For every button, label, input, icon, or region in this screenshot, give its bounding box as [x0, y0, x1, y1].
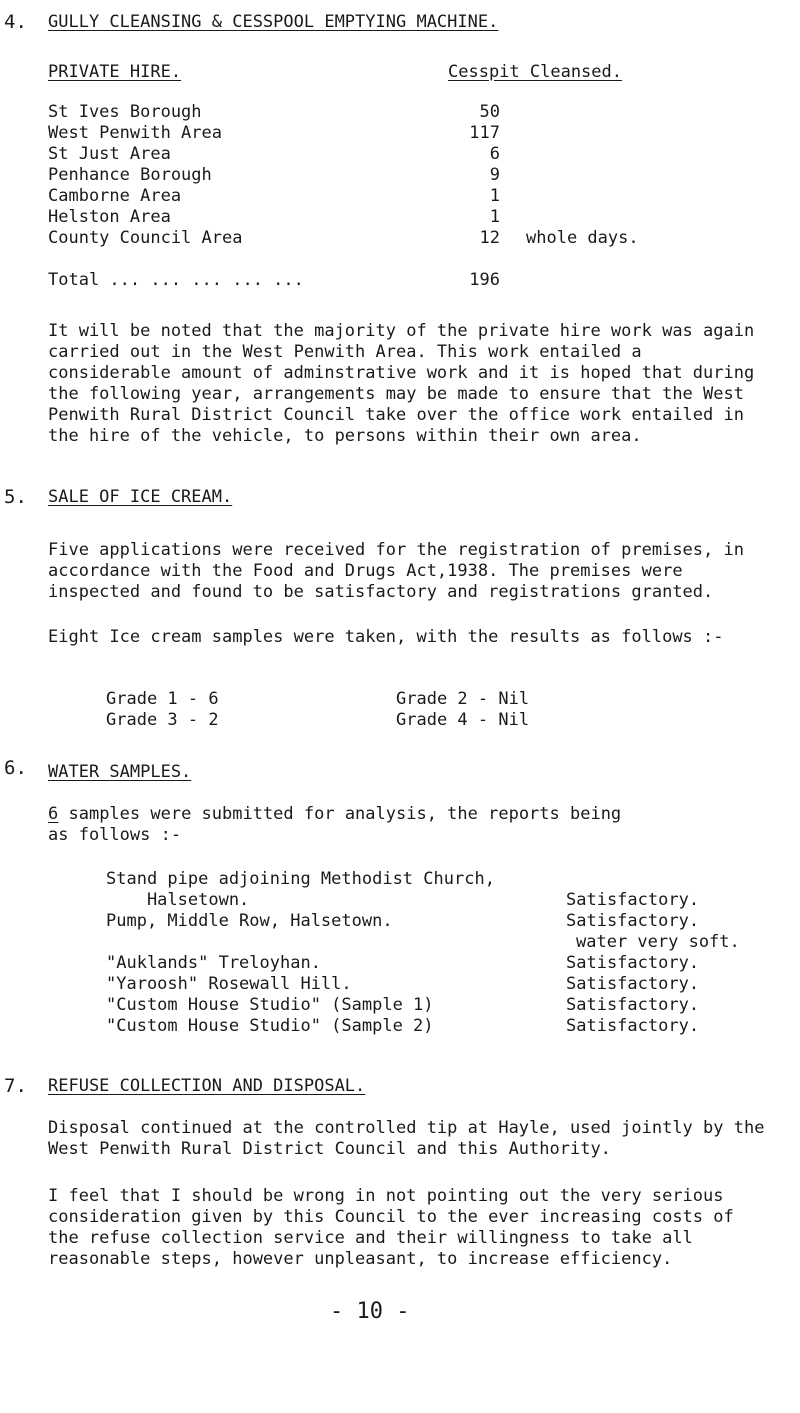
total-label: Total ... ... ... ... ...: [48, 270, 304, 290]
section-5-number: 5.: [4, 486, 27, 508]
section-7-paragraph-1: Disposal continued at the controlled tip at Hayle, used jointly by the West Penwith Rural District Council and this Authority.: [48, 1118, 765, 1159]
section-5-heading: SALE OF ICE CREAM.: [48, 487, 233, 507]
sample-place: "Auklands" Treloyhan.: [106, 953, 321, 973]
sample-place: "Custom House Studio" (Sample 1): [106, 995, 434, 1015]
area-name: West Penwith Area: [48, 123, 222, 143]
grade-result: Grade 3 - 2: [106, 710, 219, 730]
grade-result: Grade 4 - Nil: [396, 710, 530, 730]
section-7-number: 7.: [4, 1075, 27, 1097]
section-6-number: 6.: [4, 757, 27, 779]
grade-result: Grade 1 - 6: [106, 689, 219, 709]
sample-result: Satisfactory.: [566, 953, 700, 973]
area-name: St Ives Borough: [48, 102, 202, 122]
cesspit-count: 1: [489, 186, 500, 206]
sample-result: Satisfactory.: [566, 890, 700, 910]
section-4-number: 4.: [4, 11, 27, 33]
area-name: Penhance Borough: [48, 165, 212, 185]
cesspit-count: 12: [479, 228, 500, 248]
sample-place: "Yaroosh" Rosewall Hill.: [106, 974, 352, 994]
cesspit-count: 6: [489, 144, 500, 164]
area-name: Camborne Area: [48, 186, 182, 206]
cesspit-cleansed-label: Cesspit Cleansed.: [448, 62, 622, 82]
total-value: 196: [469, 270, 500, 290]
sample-result: Satisfactory.: [566, 995, 700, 1015]
section-7-heading: REFUSE COLLECTION AND DISPOSAL.: [48, 1076, 366, 1096]
sample-place: Pump, Middle Row, Halsetown.: [106, 911, 393, 931]
sample-result: Satisfactory.: [566, 911, 700, 931]
area-name: St Just Area: [48, 144, 171, 164]
sample-place: "Custom House Studio" (Sample 2): [106, 1016, 434, 1036]
grade-result: Grade 2 - Nil: [396, 689, 530, 709]
row-note: whole days.: [526, 228, 639, 248]
cesspit-count: 1: [489, 207, 500, 227]
private-hire-label: PRIVATE HIRE.: [48, 62, 182, 82]
sample-result-note: water very soft.: [576, 932, 740, 952]
section-6-intro: [48, 804, 648, 846]
cesspit-count: 117: [469, 123, 500, 143]
section-4-paragraph: It will be noted that the majority of the private hire work was again carried out in the West Penwith Area. This work entailed a considerable amount of adminstrative work and it is hoped that during the following year, arrangements may be made to ensure that the West Penwith Rural District Council take over the office work entailed in the hire of the vehicle, to persons within their own area.: [48, 321, 755, 446]
cesspit-count: 9: [489, 165, 500, 185]
area-name: County Council Area: [48, 228, 243, 248]
sample-result: Satisfactory.: [566, 1016, 700, 1036]
section-7-paragraph-2: I feel that I should be wrong in not pointing out the very serious consideration given by this Council to the ever increasing costs of the refuse collection service and their willingness to take all reasonable steps, however unpleasant, to increase efficiency.: [48, 1186, 734, 1269]
page-number: - 10 -: [330, 1299, 410, 1324]
sample-result: Satisfactory.: [566, 974, 700, 994]
sample-count: 6: [48, 804, 59, 824]
area-name: Helston Area: [48, 207, 171, 227]
cesspit-count: 50: [479, 102, 500, 122]
section-4-heading: GULLY CLEANSING & CESSPOOL EMPTYING MACHINE.: [48, 12, 499, 32]
sample-place: Halsetown.: [106, 890, 250, 910]
intro-text: samples were submitted for analysis, the reports being as follows :-: [48, 804, 622, 845]
section-5-paragraph-1: Five applications were received for the registration of premises, in accordance with the Food and Drugs Act,1938. The premises were inspected and found to be satisfactory and registrations granted.: [48, 540, 744, 602]
sample-place: Stand pipe adjoining Methodist Church,: [106, 869, 495, 889]
section-5-paragraph-2: Eight Ice cream samples were taken, with the results as follows :-: [48, 627, 724, 647]
section-6-heading: WATER SAMPLES.: [48, 762, 192, 782]
